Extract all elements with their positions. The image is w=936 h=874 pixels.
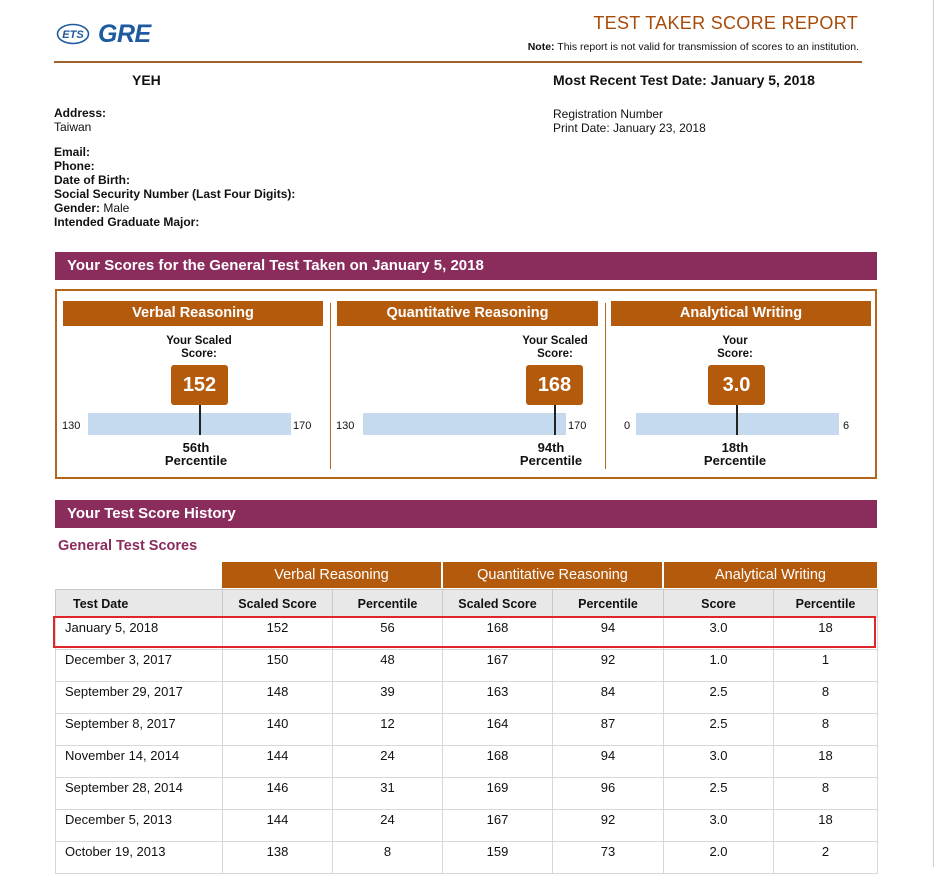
score-cell: 24 (333, 810, 443, 842)
score-cell: 144 (223, 810, 333, 842)
candidate-details (54, 145, 295, 229)
registration-block (553, 107, 706, 135)
most-recent-row-highlight (53, 616, 876, 648)
score-cell: 144 (223, 746, 333, 778)
verbal-scaled-label (143, 335, 255, 361)
score-cell: 8 (774, 778, 878, 810)
ets-logo-icon (56, 23, 90, 45)
score-cell: 92 (553, 810, 664, 842)
verbal-range-bar (88, 413, 291, 435)
score-cell: 18 (774, 746, 878, 778)
scores-section-header (55, 252, 877, 280)
writing-scaled-label (692, 335, 778, 361)
score-cell: 2 (774, 842, 878, 874)
quant-range-bar (363, 413, 566, 435)
quant-score-card (331, 291, 605, 477)
score-cell: 150 (223, 650, 333, 682)
dob-label: Date of Birth: (54, 173, 130, 187)
recent-test-date: Most Recent Test Date: January 5, 2018 (553, 72, 815, 88)
score-cell: 168 (443, 618, 553, 650)
page-edge (933, 0, 934, 867)
test-date-cell: October 19, 2013 (56, 842, 223, 874)
score-cell: 92 (553, 650, 664, 682)
score-cell: 18 (774, 618, 878, 650)
quant-percentile (506, 441, 596, 467)
test-date-cell: December 3, 2017 (56, 650, 223, 682)
report-note (528, 41, 859, 53)
address-label: Address: (54, 106, 107, 120)
test-date-cell: September 28, 2014 (56, 778, 223, 810)
gender-value: Male (100, 201, 130, 215)
table-row (56, 842, 878, 874)
verbal-heading: Verbal Reasoning (63, 301, 323, 326)
score-cell: 2.0 (664, 842, 774, 874)
quant-percentile-value: 94th (537, 440, 565, 455)
col-header: Percentile (553, 590, 664, 618)
col-header: Percentile (333, 590, 443, 618)
score-panel (55, 289, 877, 479)
score-cell: 8 (333, 842, 443, 874)
table-row (56, 714, 878, 746)
score-cell: 39 (333, 682, 443, 714)
writing-percentile-value: 18th (721, 440, 749, 455)
score-cell: 148 (223, 682, 333, 714)
score-cell: 2.5 (664, 714, 774, 746)
score-cell: 3.0 (664, 810, 774, 842)
score-cell: 167 (443, 650, 553, 682)
score-cell: 18 (774, 810, 878, 842)
ssn-label: Social Security Number (Last Four Digits): (54, 187, 296, 201)
verbal-label-line1: Your Scaled (166, 335, 232, 347)
score-cell: 3.0 (664, 746, 774, 778)
group-head-quant: Quantitative Reasoning (443, 562, 662, 588)
score-cell: 56 (333, 618, 443, 650)
writing-range-max: 6 (843, 420, 850, 432)
table-row (56, 810, 878, 842)
gre-logo (56, 20, 166, 50)
test-date-cell: November 14, 2014 (56, 746, 223, 778)
col-header: Score (664, 590, 774, 618)
verbal-range-max: 170 (293, 420, 312, 432)
history-section-title: Your Test Score History (67, 505, 236, 522)
phone-label: Phone: (54, 159, 95, 173)
col-header: Scaled Score (223, 590, 333, 618)
writing-label-line2: Score: (717, 348, 753, 360)
verbal-percentile (151, 441, 241, 467)
table-row (56, 778, 878, 810)
score-cell: 2.5 (664, 682, 774, 714)
gender-label: Gender: (54, 201, 101, 215)
table-row (56, 650, 878, 682)
score-cell: 164 (443, 714, 553, 746)
verbal-range-min: 130 (62, 420, 81, 432)
address-value: Taiwan (54, 120, 92, 134)
score-cell: 140 (223, 714, 333, 746)
verbal-score-card (57, 291, 329, 477)
score-cell: 163 (443, 682, 553, 714)
score-cell: 167 (443, 810, 553, 842)
writing-score-card (606, 291, 877, 477)
table-row (56, 746, 878, 778)
group-head-verbal: Verbal Reasoning (222, 562, 441, 588)
score-cell: 2.5 (664, 778, 774, 810)
table-row (56, 682, 878, 714)
ets-text: ETS (62, 29, 84, 41)
quant-score-pointer (554, 405, 556, 435)
verbal-label-line2: Score: (181, 348, 217, 360)
quant-scaled-label (499, 335, 611, 361)
test-date-cell: January 5, 2018 (56, 618, 223, 650)
writing-percentile-label: Percentile (703, 453, 767, 468)
score-cell: 12 (333, 714, 443, 746)
writing-range-min: 0 (624, 420, 631, 432)
score-cell: 87 (553, 714, 664, 746)
score-cell: 31 (333, 778, 443, 810)
print-date: Print Date: January 23, 2018 (553, 121, 706, 135)
group-head-writing: Analytical Writing (664, 562, 877, 588)
verbal-score-box: 152 (171, 365, 228, 405)
score-cell: 94 (553, 746, 664, 778)
report-title: TEST TAKER SCORE REPORT (593, 13, 858, 33)
quant-range-max: 170 (568, 420, 587, 432)
verbal-score-pointer (199, 405, 201, 435)
scores-section-title: Your Scores for the General Test Taken on January 5, 2018 (67, 257, 484, 274)
test-date-cell: December 5, 2013 (56, 810, 223, 842)
score-cell: 48 (333, 650, 443, 682)
score-cell: 1 (774, 650, 878, 682)
quant-percentile-label: Percentile (519, 453, 583, 468)
score-cell: 24 (333, 746, 443, 778)
quant-label-line2: Score: (537, 348, 573, 360)
score-cell: 3.0 (664, 618, 774, 650)
score-cell: 168 (443, 746, 553, 778)
address-block (54, 106, 106, 134)
writing-heading: Analytical Writing (611, 301, 871, 326)
score-cell: 138 (223, 842, 333, 874)
score-cell: 152 (223, 618, 333, 650)
score-cell: 1.0 (664, 650, 774, 682)
score-cell: 96 (553, 778, 664, 810)
table-header-row (56, 590, 878, 618)
score-cell: 94 (553, 618, 664, 650)
note-label: Note: (527, 41, 555, 53)
verbal-percentile-value: 56th (182, 440, 210, 455)
major-label: Intended Graduate Major: (54, 215, 200, 229)
quant-heading: Quantitative Reasoning (337, 301, 598, 326)
quant-range-min: 130 (336, 420, 355, 432)
col-header: Scaled Score (443, 590, 553, 618)
score-cell: 159 (443, 842, 553, 874)
history-section-header (55, 500, 877, 528)
score-cell: 8 (774, 682, 878, 714)
score-cell: 73 (553, 842, 664, 874)
quant-score-box: 168 (526, 365, 583, 405)
header-rule (54, 61, 862, 63)
score-cell: 8 (774, 714, 878, 746)
test-date-cell: September 29, 2017 (56, 682, 223, 714)
note-text: This report is not valid for transmission of scores to an institution. (554, 41, 859, 53)
gre-text: GRE (98, 20, 151, 48)
writing-label-line1: Your (722, 335, 748, 347)
writing-score-box: 3.0 (708, 365, 765, 405)
score-cell: 169 (443, 778, 553, 810)
candidate-name: YEH (132, 72, 161, 88)
col-header: Test Date (56, 590, 223, 618)
writing-percentile (690, 441, 780, 467)
history-subtitle: General Test Scores (58, 538, 198, 554)
registration-label: Registration Number (553, 107, 664, 121)
score-cell: 146 (223, 778, 333, 810)
test-date-cell: September 8, 2017 (56, 714, 223, 746)
email-label: Email: (54, 145, 91, 159)
score-cell: 84 (553, 682, 664, 714)
writing-score-pointer (736, 405, 738, 435)
col-header: Percentile (774, 590, 878, 618)
verbal-percentile-label: Percentile (164, 453, 228, 468)
quant-label-line1: Your Scaled (522, 335, 588, 347)
